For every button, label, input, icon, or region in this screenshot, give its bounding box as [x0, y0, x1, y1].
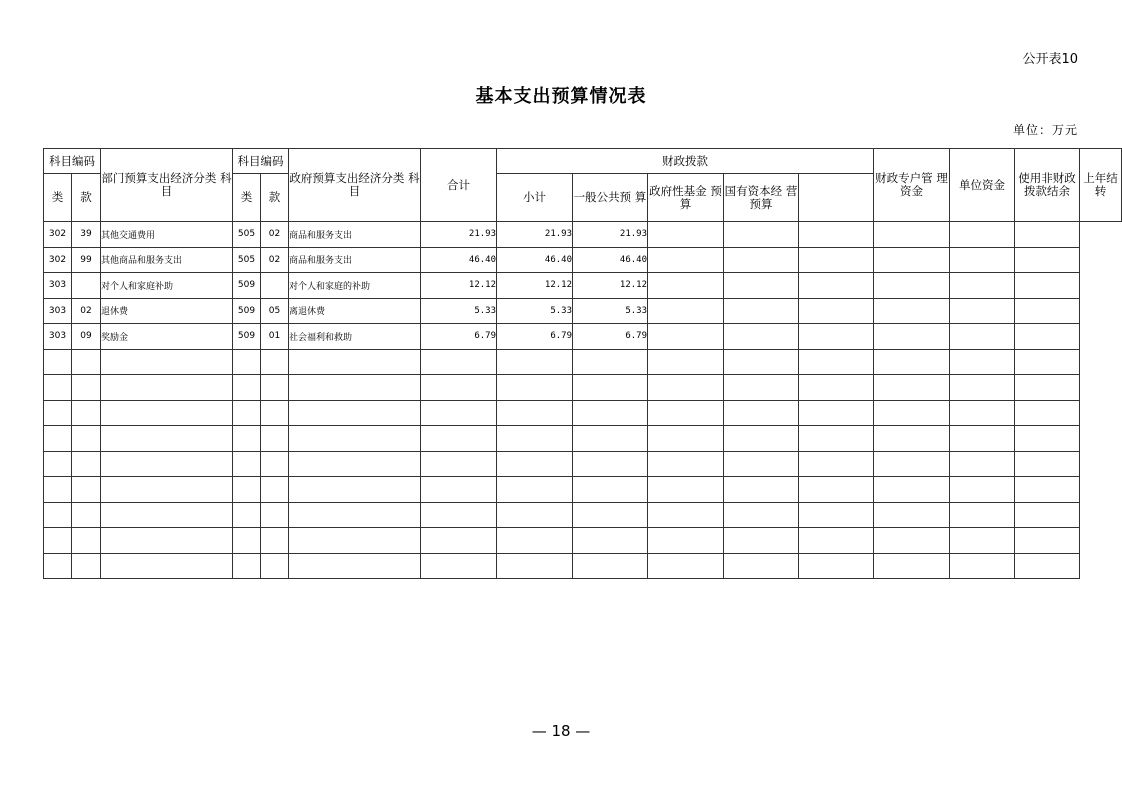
cell-total: 5.33 [421, 298, 497, 324]
cell-subtotal [497, 400, 573, 426]
cell-general-public-budget: 46.40 [573, 247, 648, 273]
table-row [44, 273, 1122, 299]
cell-state-capital-budget [724, 273, 799, 299]
cell-last-year-carryover [1015, 426, 1080, 452]
cell-kuan [72, 502, 101, 528]
cell-gov-kuan [261, 528, 289, 554]
cell-gov-subject [289, 451, 421, 477]
cell-unit-funds [874, 400, 950, 426]
cell-non-fiscal-balance [950, 400, 1015, 426]
cell-lei [44, 451, 72, 477]
table-header [44, 149, 1122, 222]
table-row [44, 247, 1122, 273]
cell-gov-lei: 509 [233, 324, 261, 350]
cell-gov-subject [289, 400, 421, 426]
cell-gov-kuan [261, 375, 289, 401]
cell-gov-kuan: 01 [261, 324, 289, 350]
cell-kuan [72, 528, 101, 554]
cell-non-fiscal-balance [950, 426, 1015, 452]
cell-dept-subject [101, 400, 233, 426]
cell-gov-lei [233, 451, 261, 477]
cell-last-year-carryover [1015, 375, 1080, 401]
cell-gov-fund-budget [648, 247, 724, 273]
cell-gov-fund-budget [648, 400, 724, 426]
cell-gov-lei: 505 [233, 222, 261, 248]
cell-gov-kuan [261, 451, 289, 477]
page-number: — 18 — [531, 722, 591, 740]
cell-last-year-carryover [1015, 298, 1080, 324]
cell-special-account [799, 375, 874, 401]
cell-gov-lei [233, 528, 261, 554]
cell-non-fiscal-balance [950, 451, 1015, 477]
table-number-label: 公开表10 [1022, 52, 1078, 67]
cell-special-account [799, 426, 874, 452]
cell-gov-subject [289, 349, 421, 375]
cell-last-year-carryover [1015, 553, 1080, 579]
cell-unit-funds [874, 298, 950, 324]
cell-unit-funds [874, 349, 950, 375]
cell-dept-subject [101, 451, 233, 477]
cell-state-capital-budget [724, 324, 799, 350]
cell-non-fiscal-balance [950, 298, 1015, 324]
cell-kuan: 02 [72, 298, 101, 324]
cell-gov-lei [233, 553, 261, 579]
cell-general-public-budget: 12.12 [573, 273, 648, 299]
cell-gov-kuan [261, 426, 289, 452]
cell-unit-funds [874, 273, 950, 299]
cell-unit-funds [874, 451, 950, 477]
cell-gov-kuan [261, 553, 289, 579]
cell-subtotal: 21.93 [497, 222, 573, 248]
table-row [44, 298, 1122, 324]
cell-lei [44, 528, 72, 554]
header-gov-fund-budget: 政府性基金 预算 [648, 174, 724, 222]
cell-special-account [799, 451, 874, 477]
cell-kuan: 99 [72, 247, 101, 273]
header-kuan: 款 [72, 174, 101, 222]
cell-non-fiscal-balance [950, 324, 1015, 350]
cell-total: 12.12 [421, 273, 497, 299]
cell-lei: 303 [44, 298, 72, 324]
cell-special-account [799, 400, 874, 426]
cell-subtotal: 5.33 [497, 298, 573, 324]
cell-state-capital-budget [724, 349, 799, 375]
cell-special-account [799, 477, 874, 503]
cell-non-fiscal-balance [950, 349, 1015, 375]
cell-gov-subject: 对个人和家庭的补助 [289, 273, 421, 299]
cell-gov-subject [289, 502, 421, 528]
cell-special-account [799, 273, 874, 299]
cell-kuan [72, 273, 101, 299]
cell-state-capital-budget [724, 247, 799, 273]
cell-gov-subject: 商品和服务支出 [289, 247, 421, 273]
cell-last-year-carryover [1015, 324, 1080, 350]
table-row [44, 477, 1122, 503]
cell-non-fiscal-balance [950, 553, 1015, 579]
cell-gov-kuan [261, 502, 289, 528]
cell-general-public-budget: 6.79 [573, 324, 648, 350]
header-gov-subject-code: 科目编码 [233, 149, 289, 174]
cell-lei [44, 375, 72, 401]
cell-non-fiscal-balance [950, 528, 1015, 554]
cell-general-public-budget [573, 426, 648, 452]
cell-unit-funds [874, 553, 950, 579]
cell-special-account [799, 298, 874, 324]
cell-non-fiscal-balance [950, 222, 1015, 248]
cell-state-capital-budget [724, 375, 799, 401]
cell-gov-fund-budget [648, 349, 724, 375]
table-row [44, 400, 1122, 426]
header-unit-funds: 单位资金 [950, 149, 1015, 222]
cell-gov-lei: 509 [233, 273, 261, 299]
cell-unit-funds [874, 426, 950, 452]
cell-non-fiscal-balance [950, 477, 1015, 503]
header-gov-lei: 类 [233, 174, 261, 222]
cell-non-fiscal-balance [950, 247, 1015, 273]
cell-gov-kuan [261, 477, 289, 503]
cell-kuan [72, 375, 101, 401]
cell-special-account [799, 502, 874, 528]
cell-lei: 303 [44, 324, 72, 350]
header-dept-econ-class: 部门预算支出经济分类 科目 [101, 149, 233, 222]
cell-gov-fund-budget [648, 451, 724, 477]
cell-gov-fund-budget [648, 477, 724, 503]
cell-kuan [72, 553, 101, 579]
cell-gov-kuan [261, 273, 289, 299]
cell-gov-lei [233, 375, 261, 401]
cell-lei: 303 [44, 273, 72, 299]
cell-lei: 302 [44, 222, 72, 248]
cell-gov-fund-budget [648, 222, 724, 248]
header-subject-code: 科目编码 [44, 149, 101, 174]
cell-special-account [799, 349, 874, 375]
cell-last-year-carryover [1015, 273, 1080, 299]
cell-special-account [799, 247, 874, 273]
cell-state-capital-budget [724, 400, 799, 426]
cell-unit-funds [874, 375, 950, 401]
cell-non-fiscal-balance [950, 502, 1015, 528]
cell-last-year-carryover [1015, 400, 1080, 426]
cell-total [421, 451, 497, 477]
cell-kuan [72, 400, 101, 426]
cell-general-public-budget [573, 400, 648, 426]
header-last-year-carryover: 上年结转 [1080, 149, 1122, 222]
cell-gov-subject [289, 426, 421, 452]
table-row [44, 375, 1122, 401]
cell-subtotal [497, 451, 573, 477]
cell-kuan [72, 451, 101, 477]
cell-general-public-budget [573, 528, 648, 554]
cell-dept-subject [101, 349, 233, 375]
table-row [44, 426, 1122, 452]
cell-last-year-carryover [1015, 528, 1080, 554]
cell-gov-subject: 社会福利和救助 [289, 324, 421, 350]
cell-general-public-budget [573, 451, 648, 477]
cell-unit-funds [874, 528, 950, 554]
cell-general-public-budget [573, 502, 648, 528]
cell-dept-subject: 其他交通费用 [101, 222, 233, 248]
cell-special-account [799, 528, 874, 554]
cell-state-capital-budget [724, 451, 799, 477]
cell-gov-fund-budget [648, 273, 724, 299]
cell-gov-kuan [261, 349, 289, 375]
header-special-account: 财政专户管 理资金 [874, 149, 950, 222]
cell-gov-subject: 离退休费 [289, 298, 421, 324]
cell-total [421, 502, 497, 528]
header-general-public-budget: 一般公共预 算 [573, 174, 648, 222]
cell-lei [44, 426, 72, 452]
cell-general-public-budget [573, 553, 648, 579]
cell-kuan [72, 426, 101, 452]
cell-dept-subject [101, 477, 233, 503]
cell-gov-fund-budget [648, 298, 724, 324]
cell-non-fiscal-balance [950, 273, 1015, 299]
cell-unit-funds [874, 222, 950, 248]
page-title: 基本支出预算情况表 [475, 86, 647, 107]
cell-subtotal: 12.12 [497, 273, 573, 299]
cell-dept-subject: 奖励金 [101, 324, 233, 350]
cell-kuan [72, 477, 101, 503]
cell-lei [44, 502, 72, 528]
cell-total [421, 426, 497, 452]
cell-gov-subject [289, 375, 421, 401]
cell-kuan: 09 [72, 324, 101, 350]
cell-general-public-budget [573, 375, 648, 401]
cell-subtotal: 6.79 [497, 324, 573, 350]
cell-special-account [799, 324, 874, 350]
cell-subtotal [497, 528, 573, 554]
cell-gov-kuan: 05 [261, 298, 289, 324]
cell-gov-kuan: 02 [261, 222, 289, 248]
cell-gov-lei [233, 477, 261, 503]
cell-last-year-carryover [1015, 502, 1080, 528]
cell-state-capital-budget [724, 528, 799, 554]
header-lei: 类 [44, 174, 72, 222]
cell-state-capital-budget [724, 502, 799, 528]
cell-kuan: 39 [72, 222, 101, 248]
header-gov-kuan: 款 [261, 174, 289, 222]
cell-dept-subject [101, 528, 233, 554]
cell-gov-subject [289, 528, 421, 554]
cell-general-public-budget: 21.93 [573, 222, 648, 248]
table-row [44, 528, 1122, 554]
budget-table [43, 148, 1122, 579]
cell-dept-subject [101, 375, 233, 401]
cell-lei [44, 553, 72, 579]
cell-special-account [799, 222, 874, 248]
table-body [44, 222, 1122, 579]
table-row [44, 349, 1122, 375]
table-row [44, 502, 1122, 528]
cell-total [421, 477, 497, 503]
cell-gov-fund-budget [648, 375, 724, 401]
cell-gov-subject [289, 553, 421, 579]
cell-gov-lei [233, 349, 261, 375]
table-row [44, 553, 1122, 579]
header-gov-econ-class: 政府预算支出经济分类 科目 [289, 149, 421, 222]
unit-label: 单位：万元 [1012, 123, 1078, 137]
table-row [44, 222, 1122, 248]
cell-subtotal [497, 553, 573, 579]
cell-gov-subject: 商品和服务支出 [289, 222, 421, 248]
cell-lei [44, 477, 72, 503]
cell-last-year-carryover [1015, 222, 1080, 248]
cell-unit-funds [874, 324, 950, 350]
cell-gov-fund-budget [648, 426, 724, 452]
cell-general-public-budget [573, 477, 648, 503]
table-row [44, 451, 1122, 477]
cell-state-capital-budget [724, 477, 799, 503]
cell-total [421, 553, 497, 579]
header-subtotal: 小计 [497, 174, 573, 222]
cell-gov-lei [233, 400, 261, 426]
cell-kuan [72, 349, 101, 375]
cell-gov-lei: 509 [233, 298, 261, 324]
cell-total [421, 375, 497, 401]
cell-unit-funds [874, 477, 950, 503]
cell-unit-funds [874, 502, 950, 528]
cell-general-public-budget [573, 349, 648, 375]
cell-total: 21.93 [421, 222, 497, 248]
cell-general-public-budget: 5.33 [573, 298, 648, 324]
cell-state-capital-budget [724, 298, 799, 324]
header-total: 合计 [421, 149, 497, 222]
cell-gov-fund-budget [648, 553, 724, 579]
cell-last-year-carryover [1015, 451, 1080, 477]
cell-dept-subject: 退休费 [101, 298, 233, 324]
cell-unit-funds [874, 247, 950, 273]
cell-non-fiscal-balance [950, 375, 1015, 401]
cell-subtotal: 46.40 [497, 247, 573, 273]
cell-subtotal [497, 426, 573, 452]
cell-last-year-carryover [1015, 349, 1080, 375]
cell-gov-fund-budget [648, 528, 724, 554]
cell-gov-kuan [261, 400, 289, 426]
cell-state-capital-budget [724, 426, 799, 452]
cell-gov-lei [233, 502, 261, 528]
cell-gov-subject [289, 477, 421, 503]
header-state-capital-budget: 国有资本经 营预算 [724, 174, 799, 222]
cell-subtotal [497, 502, 573, 528]
cell-special-account [799, 553, 874, 579]
cell-gov-fund-budget [648, 324, 724, 350]
cell-subtotal [497, 375, 573, 401]
cell-last-year-carryover [1015, 247, 1080, 273]
cell-gov-fund-budget [648, 502, 724, 528]
header-fiscal-appropriation: 财政拨款 [497, 149, 874, 174]
cell-total [421, 528, 497, 554]
cell-subtotal [497, 349, 573, 375]
cell-subtotal [497, 477, 573, 503]
cell-dept-subject: 对个人和家庭补助 [101, 273, 233, 299]
cell-dept-subject [101, 426, 233, 452]
cell-lei [44, 349, 72, 375]
cell-gov-lei: 505 [233, 247, 261, 273]
cell-lei [44, 400, 72, 426]
cell-lei: 302 [44, 247, 72, 273]
table-row [44, 324, 1122, 350]
cell-total: 6.79 [421, 324, 497, 350]
cell-total [421, 349, 497, 375]
cell-gov-lei [233, 426, 261, 452]
cell-state-capital-budget [724, 222, 799, 248]
cell-dept-subject: 其他商品和服务支出 [101, 247, 233, 273]
header-non-fiscal-balance: 使用非财政拨款结余 [1015, 149, 1080, 222]
cell-last-year-carryover [1015, 477, 1080, 503]
cell-dept-subject [101, 502, 233, 528]
cell-total: 46.40 [421, 247, 497, 273]
cell-total [421, 400, 497, 426]
cell-gov-kuan: 02 [261, 247, 289, 273]
cell-dept-subject [101, 553, 233, 579]
cell-state-capital-budget [724, 553, 799, 579]
